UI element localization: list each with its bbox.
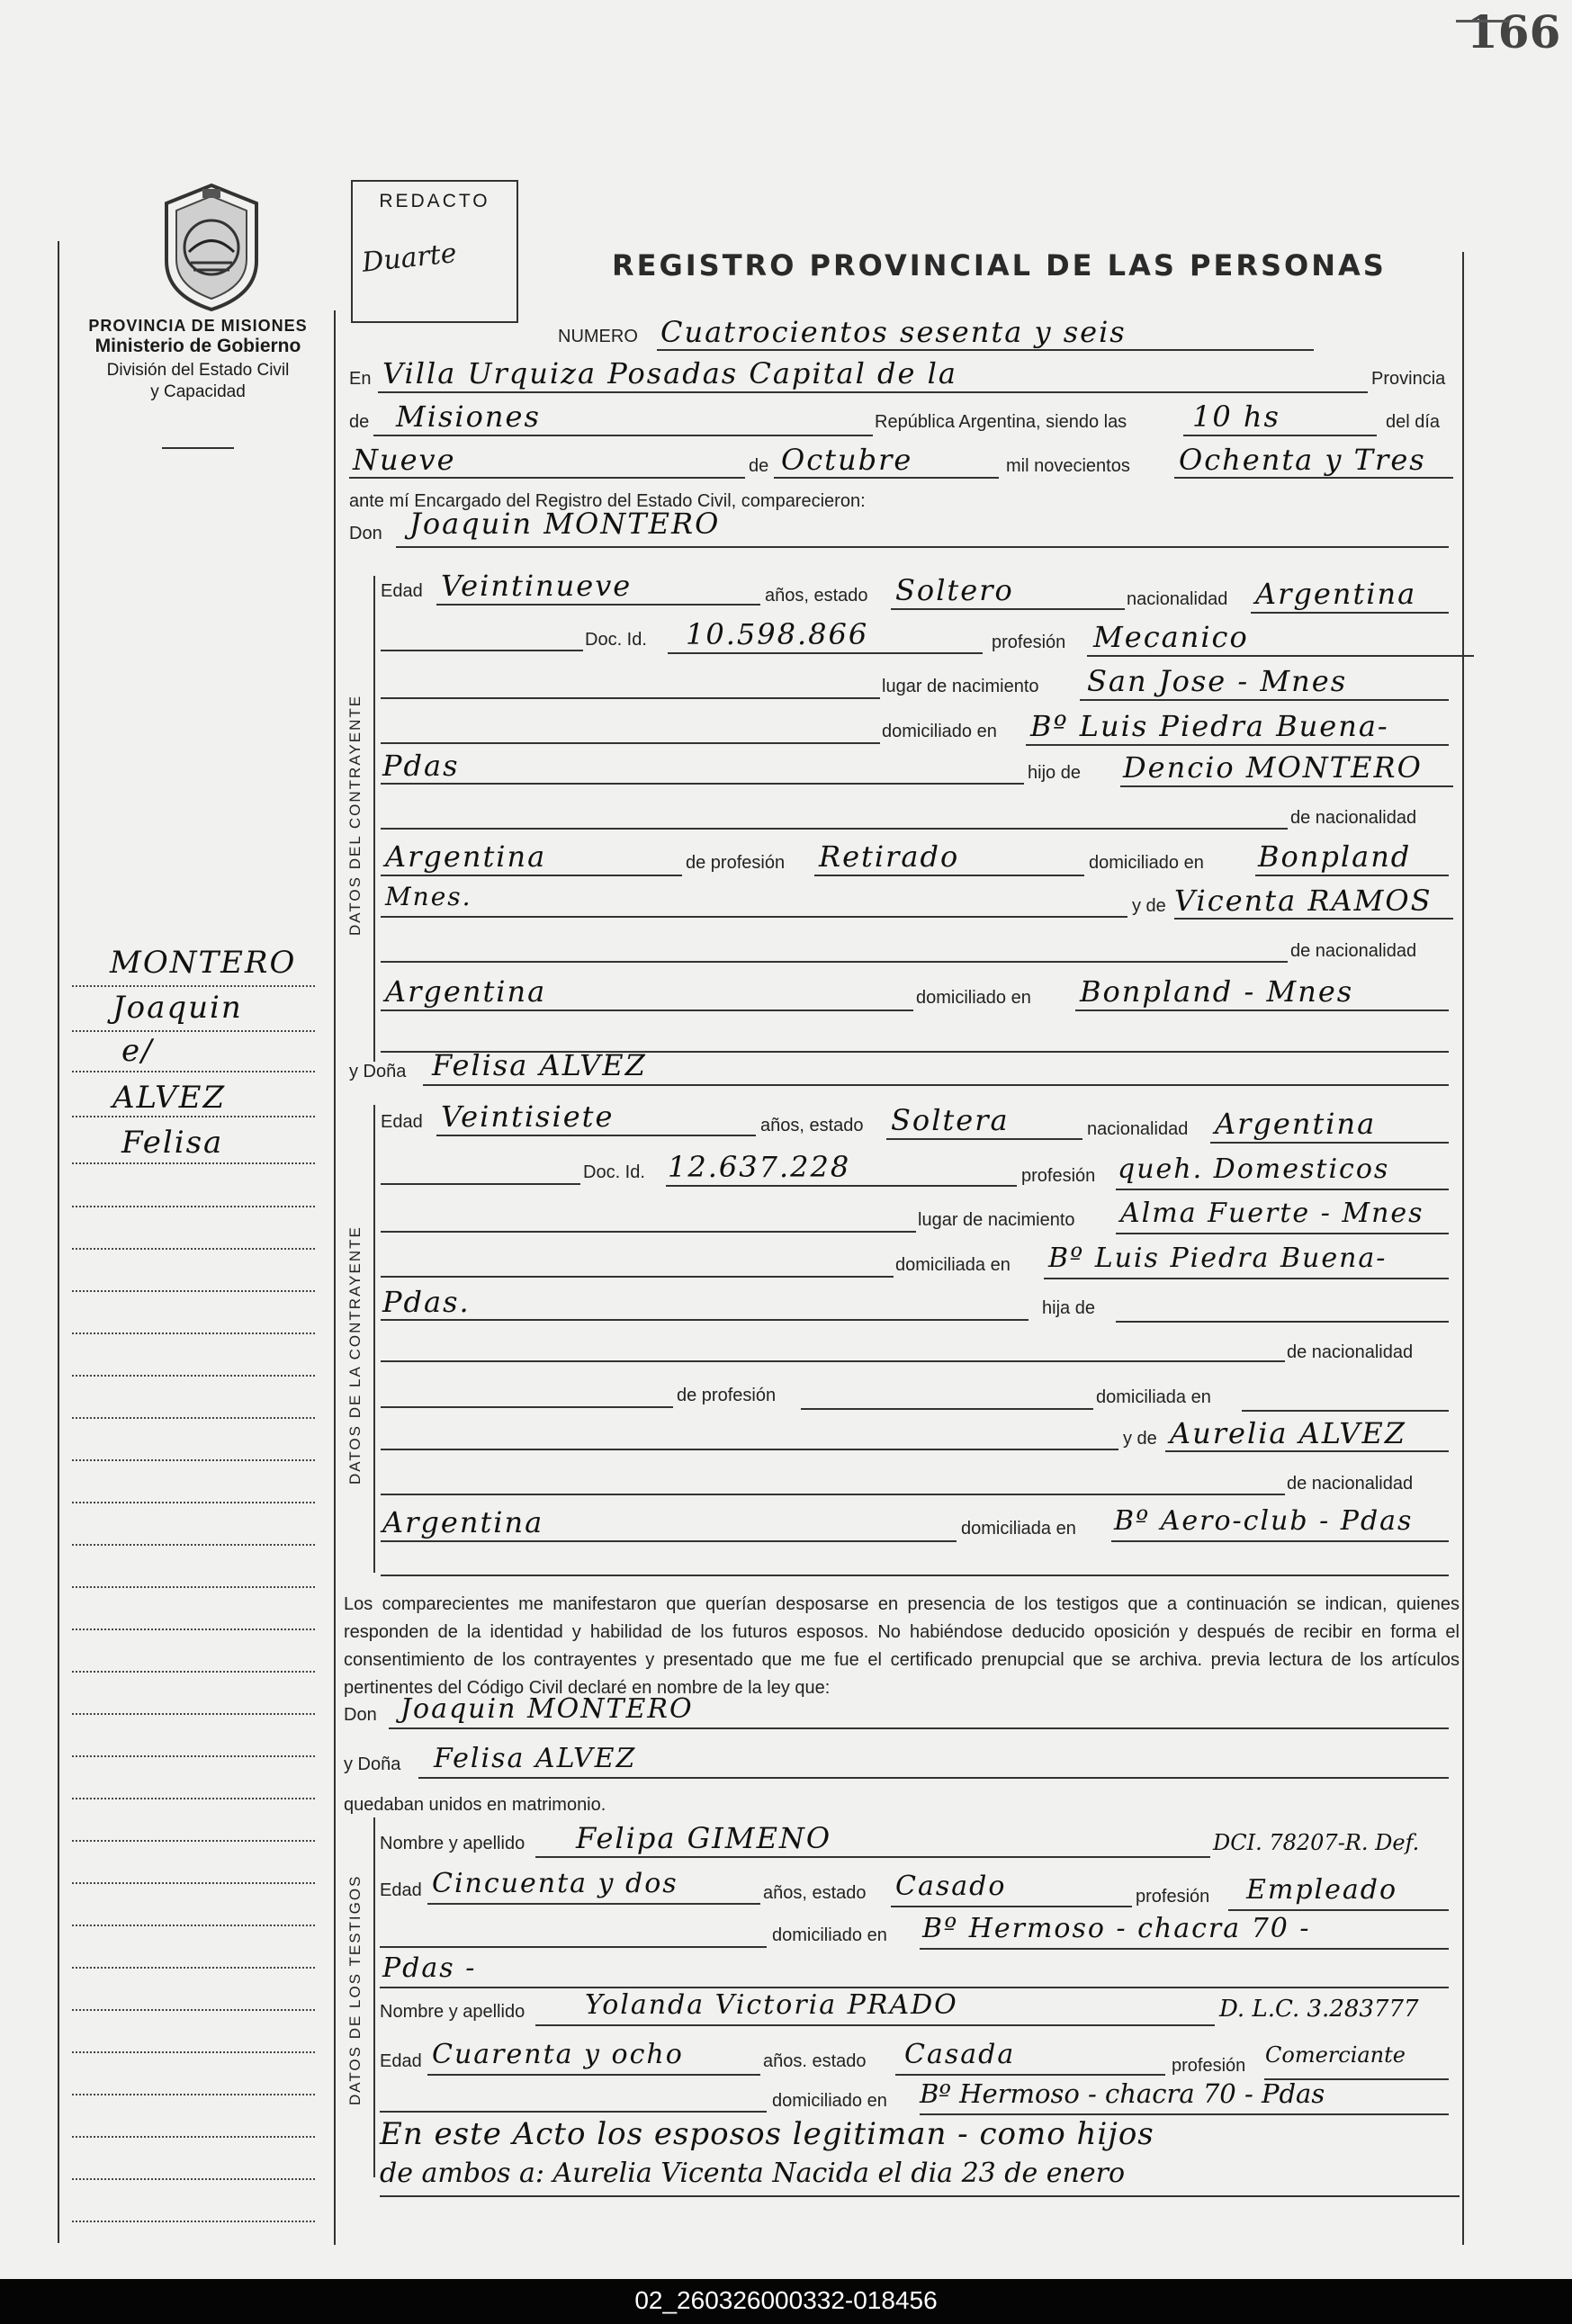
margin-dot-2 [72, 1030, 315, 1032]
value-lugar-nac-2: Alma Fuerte - Mnes [1120, 1198, 1424, 1229]
value-domicilio-t1a: Bº Hermoso - chacra 70 - [922, 1913, 1311, 1944]
contrayenta-box-line [373, 1105, 375, 1573]
line-estado-t1 [891, 1906, 1132, 1907]
label-lugar-nac-2: lugar de nacimiento [918, 1210, 1075, 1230]
value-mes: Octubre [781, 443, 913, 477]
division-line-2: y Capacidad [150, 382, 246, 401]
line-anio [1174, 477, 1453, 479]
margin-dot-4 [72, 1116, 315, 1117]
margin-dotted-line [72, 2009, 315, 2011]
line-dom-pre-1 [381, 742, 880, 744]
authority-block [63, 317, 333, 402]
margin-dotted-line [72, 1290, 315, 1292]
line-lugar-nac-2 [1116, 1233, 1449, 1234]
value-madre: Vicenta RAMOS [1174, 884, 1433, 918]
province-name: PROVINCIA DE MISIONES [88, 317, 308, 335]
line-estado-2 [886, 1138, 1082, 1140]
label-y-de-2: y de [1123, 1429, 1157, 1449]
line-padre-dom-2b [1242, 1410, 1449, 1412]
provincial-seal-icon [153, 180, 270, 315]
value-doc-testigo-1: DCI. 78207-R. Def. [1213, 1830, 1420, 1855]
margin-conj: e/ [121, 1033, 154, 1069]
label-doc-1: Doc. Id. [585, 630, 647, 650]
line-hora [1183, 435, 1377, 436]
label-de: de [349, 412, 370, 432]
value-domicilio-2a: Bº Luis Piedra Buena- [1048, 1243, 1388, 1274]
note-line-2: de ambos a: Aurelia Vicenta Nacida el dia 23 de enero [380, 2158, 1126, 2189]
margin-dotted-line [72, 1248, 315, 1250]
line-numero [657, 349, 1314, 351]
margin-dot-1 [72, 985, 315, 987]
margin-dotted-line [72, 1967, 315, 1969]
redacto-box [351, 180, 518, 323]
value-edad-2: Veintisiete [441, 1099, 615, 1134]
line-madre-nac-pre-2 [381, 1494, 1285, 1495]
value-profesion-t1: Empleado [1246, 1874, 1398, 1906]
line-lugar-pre-2 [381, 1231, 916, 1233]
line-novia [423, 1084, 1449, 1086]
label-estado-t2: años. estado [763, 2051, 867, 2071]
label-profesion-t1: profesión [1136, 1887, 1210, 1907]
line-domicilio-t2 [920, 2113, 1449, 2115]
value-estado-1: Soltero [895, 573, 1014, 607]
margin-dotted-line [72, 2051, 315, 2053]
line-nombre-1 [535, 1856, 1210, 1858]
line-estado-1 [891, 608, 1125, 610]
label-edad-t2: Edad [380, 2051, 422, 2071]
value-lugar: Villa Urquiza Posadas Capital de la [382, 356, 957, 390]
value-padre-nac: Argentina [385, 839, 547, 874]
line-nacionalidad-1 [1251, 612, 1449, 614]
margin-dotted-line [72, 2136, 315, 2138]
label-republica: República Argentina, siendo las [875, 412, 1127, 432]
line-edad-2 [436, 1135, 756, 1136]
margin-name-1: MONTERO [110, 945, 297, 981]
value-edad-t2: Cuarenta y ocho [432, 2039, 684, 2070]
page-number: 166 [1467, 5, 1561, 58]
line-madre-dom-2 [1111, 1540, 1449, 1542]
line-padre-dom-2 [381, 916, 1127, 918]
value-domicilio-t2: Bº Hermoso - chacra 70 - Pdas [920, 2078, 1325, 2109]
label-padre-nac: de nacionalidad [1290, 808, 1417, 828]
column-divider [334, 310, 336, 2245]
line-madre-nac-2 [381, 1540, 957, 1542]
page-number-underline [1456, 20, 1510, 22]
line-madre-nac [381, 1009, 913, 1011]
label-edad-1: Edad [381, 581, 423, 601]
line-padre-prof-2 [801, 1408, 1093, 1410]
label-estado-2: años, estado [760, 1116, 864, 1135]
value-edad-1: Veintinueve [441, 569, 633, 603]
line-madre-2 [1165, 1450, 1449, 1452]
label-nombre-1: Nombre y apellido [380, 1834, 525, 1853]
vlabel-contrayenta: DATOS DE LA CONTRAYENTE [346, 1225, 364, 1485]
margin-dotted-line [72, 1502, 315, 1503]
value-novio: Joaquin MONTERO [409, 507, 721, 541]
note-line-1: En este Acto los esposos legitiman - como hijos [380, 2116, 1154, 2152]
note-underline [380, 2195, 1460, 2197]
testigos-box-line [373, 1817, 375, 2177]
value-domicilio-t1b: Pdas - [382, 1952, 477, 1984]
value-padre-prof: Retirado [819, 839, 960, 874]
line-padre [1120, 785, 1453, 787]
label-doc-2: Doc. Id. [583, 1162, 645, 1182]
label-nacionalidad-1: nacionalidad [1127, 589, 1228, 609]
value-nacionalidad-2: Argentina [1215, 1107, 1377, 1141]
margin-name-2: Joaquin [112, 990, 243, 1026]
label-madre-nac-2: de nacionalidad [1287, 1474, 1414, 1494]
authority-divider [162, 447, 234, 449]
margin-dotted-line [72, 1882, 315, 1884]
line-edad-1 [436, 604, 760, 606]
label-en: En [349, 369, 372, 389]
line-edad-t2 [427, 2074, 760, 2076]
label-edad-2: Edad [381, 1112, 423, 1132]
line-dom-pre-t1 [380, 1946, 767, 1948]
label-estado-t1: años, estado [763, 1883, 867, 1903]
declaration-paragraph: Los comparecientes me manifestaron que querían desposarse en presencia de los testigos que a continuación se indican, quienes responden de la identidad y habilidad de los futuros esposos. No habiéndose deducido oposición y después de recibir en forma el consentimiento de los contrayentes y presentado que me fue el certificado prenupcial que se archiva. previa lectura de los artículos pertinentes del Código Civil declaré en nombre de la ley que: [344, 1594, 1460, 1698]
margin-dotted-line [72, 1544, 315, 1546]
line-decl-dona [418, 1777, 1449, 1779]
line-domicilio-1 [1026, 744, 1449, 746]
value-numero: Cuatrocientos sesenta y seis [660, 315, 1127, 349]
value-domicilio-1b: Pdas [382, 749, 460, 783]
label-hijo-de: hijo de [1028, 763, 1081, 783]
value-doc-2: 12.637.228 [668, 1150, 851, 1184]
right-frame-line [1462, 252, 1464, 2245]
label-profesion-1: profesión [992, 633, 1066, 652]
line-lugar [378, 391, 1368, 393]
margin-dotted-line [72, 1798, 315, 1799]
line-domicilio-2b [381, 1319, 1029, 1321]
margin-name-3: ALVEZ [112, 1080, 227, 1116]
label-padre-prof: de profesión [686, 853, 786, 873]
margin-dotted-line [72, 1713, 315, 1715]
line-doc-1 [668, 652, 983, 654]
left-frame-line [58, 241, 59, 2243]
label-profesion-t2: profesión [1172, 2056, 1246, 2076]
division-line-1: División del Estado Civil [106, 361, 290, 380]
label-madre-nac: de nacionalidad [1290, 941, 1417, 961]
value-novia: Felisa ALVEZ [432, 1048, 647, 1082]
vlabel-testigos: DATOS DE LOS TESTIGOS [346, 1874, 364, 2105]
contrayente-box-line [373, 576, 375, 1062]
margin-dotted-line [72, 1206, 315, 1207]
value-padre: Dencio MONTERO [1123, 750, 1423, 785]
line-contrayenta-end [381, 1575, 1449, 1576]
line-padre-nac-pre-2 [381, 1360, 1285, 1362]
margin-dotted-line [72, 1755, 315, 1757]
line-padre-prof [814, 875, 1084, 876]
line-edad-t1 [427, 1903, 760, 1905]
line-padre-2 [1116, 1321, 1449, 1323]
label-domicilio-t2: domiciliado en [772, 2091, 887, 2111]
margin-dotted-line [72, 2178, 315, 2180]
line-domicilio-2 [1044, 1278, 1449, 1279]
value-madre-dom-2: Bº Aero-club - Pdas [1114, 1505, 1414, 1537]
line-madre [1174, 918, 1453, 920]
value-padre-dom-2: Mnes. [385, 882, 472, 911]
line-decl-don [389, 1727, 1449, 1729]
value-domicilio-2b: Pdas. [382, 1285, 471, 1319]
value-estado-t1: Casado [895, 1871, 1007, 1902]
value-nombre-1: Felipa GIMENO [576, 1821, 832, 1855]
line-madre-dom [1075, 1009, 1449, 1011]
value-anio: Ochenta y Tres [1179, 443, 1426, 477]
value-estado-2: Soltera [891, 1103, 1010, 1137]
line-doc-pre-2 [381, 1183, 580, 1185]
value-madre-nac-2: Argentina [382, 1505, 544, 1539]
line-profesion-1 [1087, 655, 1474, 657]
line-madre-pre-2 [381, 1449, 1118, 1450]
margin-dotted-line [72, 1925, 315, 1926]
label-edad-t1: Edad [380, 1880, 422, 1900]
label-ante-mi: ante mí Encargado del Registro del Estado Civil, comparecieron: [349, 491, 866, 511]
line-dia [349, 477, 745, 479]
label-padre-dom: domiciliado en [1089, 853, 1204, 873]
value-nombre-2: Yolanda Victoria PRADO [585, 1989, 958, 2021]
label-padre-prof-2: de profesión [677, 1386, 777, 1405]
redacto-value: Duarte [360, 238, 459, 279]
line-lugar-pre-1 [381, 697, 880, 699]
value-madre-nac: Argentina [385, 974, 547, 1009]
label-y-dona-2: y Doña [344, 1754, 401, 1774]
line-domicilio-t1b [380, 1987, 1449, 1988]
label-profesion-2: profesión [1021, 1166, 1096, 1186]
value-lugar-nac-1: San Jose - Mnes [1087, 664, 1348, 698]
line-padre-dom [1255, 875, 1449, 876]
line-novio [396, 546, 1449, 548]
line-padre-nac-pre [381, 828, 1288, 830]
value-madre-dom: Bonpland - Mnes [1080, 974, 1354, 1009]
margin-dot-3 [72, 1071, 315, 1072]
line-mes [774, 477, 999, 479]
line-lugar-nac-1 [1080, 699, 1449, 701]
value-nacionalidad-1: Argentina [1255, 577, 1417, 611]
margin-dotted-line [72, 2221, 315, 2222]
margin-dotted-line [72, 1629, 315, 1630]
label-de-mes: de [749, 456, 769, 476]
value-padre-dom-1: Bonpland [1258, 839, 1412, 874]
label-don: Don [349, 524, 382, 543]
ministry-name: Ministerio de Gobierno [94, 336, 301, 356]
line-domicilio-1b [381, 783, 1024, 785]
value-decl-don: Joaquin MONTERO [400, 1693, 694, 1725]
value-doc-1: 10.598.866 [686, 617, 869, 651]
line-dom-pre-t2 [380, 2111, 767, 2113]
value-profesion-1: Mecanico [1093, 620, 1249, 654]
value-profesion-2: queh. Domesticos [1118, 1153, 1390, 1185]
line-domicilio-t1 [920, 1948, 1449, 1950]
margin-dotted-line [72, 1459, 315, 1461]
label-quedaban: quedaban unidos en matrimonio. [344, 1795, 606, 1815]
value-madre-2: Aurelia ALVEZ [1170, 1416, 1406, 1450]
line-padre-nac [381, 875, 682, 876]
line-nacionalidad-2 [1210, 1142, 1449, 1144]
label-y-de: y de [1132, 896, 1166, 916]
line-dom-pre-2 [381, 1276, 894, 1278]
label-domicilio-t1: domiciliado en [772, 1925, 887, 1945]
label-domicilio-1: domiciliado en [882, 722, 997, 741]
label-domicilio-2: domiciliada en [895, 1255, 1011, 1275]
label-numero: NUMERO [558, 327, 638, 346]
label-lugar-nac-1: lugar de nacimiento [882, 677, 1039, 696]
line-madre-nac-pre [381, 961, 1288, 963]
margin-dotted-line [72, 1375, 315, 1377]
line-nombre-2 [535, 2024, 1215, 2026]
label-nombre-2: Nombre y apellido [380, 2002, 525, 2022]
label-mil-novecientos: mil novecientos [1006, 456, 1130, 476]
label-estado-1: años, estado [765, 586, 868, 606]
line-profesion-2 [1116, 1189, 1449, 1190]
value-estado-t2: Casada [904, 2039, 1016, 2070]
value-dia: Nueve [353, 443, 456, 477]
line-estado-t2 [895, 2074, 1165, 2076]
margin-dotted-line [72, 1332, 315, 1334]
vlabel-contrayente: DATOS DEL CONTRAYENTE [346, 694, 364, 936]
label-hija-de: hija de [1042, 1298, 1095, 1318]
margin-dotted-line [72, 1586, 315, 1588]
line-profesion-t1 [1228, 1909, 1449, 1911]
footer-id: 02_260326000332-018456 [634, 2286, 938, 2314]
label-don-2: Don [344, 1705, 377, 1725]
margin-dotted-line [72, 2094, 315, 2095]
label-padre-dom-2: domiciliada en [1096, 1387, 1211, 1407]
margin-dotted-line [72, 1671, 315, 1673]
label-padre-nac-2: de nacionalidad [1287, 1342, 1414, 1362]
value-domicilio-1a: Bº Luis Piedra Buena- [1030, 709, 1389, 743]
value-decl-dona: Felisa ALVEZ [434, 1743, 637, 1774]
label-madre-dom: domiciliado en [916, 988, 1031, 1008]
label-del-dia: del día [1386, 412, 1441, 432]
line-doc-pre-1 [381, 650, 583, 651]
margin-dotted-line [72, 1417, 315, 1419]
value-edad-t1: Cincuenta y dos [432, 1868, 678, 1899]
redacto-label: REDACTO [379, 191, 490, 211]
label-y-dona: y Doña [349, 1062, 407, 1081]
margin-dotted-line [72, 1840, 315, 1842]
margin-name-4: Felisa [121, 1125, 224, 1161]
value-hora: 10 hs [1192, 399, 1280, 434]
value-doc-testigo-2: D. L.C. 3.283777 [1219, 1996, 1419, 2023]
page-title: REGISTRO PROVINCIAL DE LAS PERSONAS [612, 248, 1387, 283]
label-madre-dom-2: domiciliada en [961, 1519, 1076, 1539]
line-doc-2 [666, 1185, 1017, 1187]
line-provincia [373, 435, 873, 436]
line-padre-prof-pre-2 [381, 1406, 673, 1408]
label-provincia: Provincia [1371, 369, 1446, 389]
margin-dot-5 [72, 1162, 315, 1164]
value-provincia: Misiones [396, 399, 541, 434]
value-profesion-t2: Comerciante [1265, 2042, 1406, 2068]
label-nacionalidad-2: nacionalidad [1087, 1119, 1189, 1139]
